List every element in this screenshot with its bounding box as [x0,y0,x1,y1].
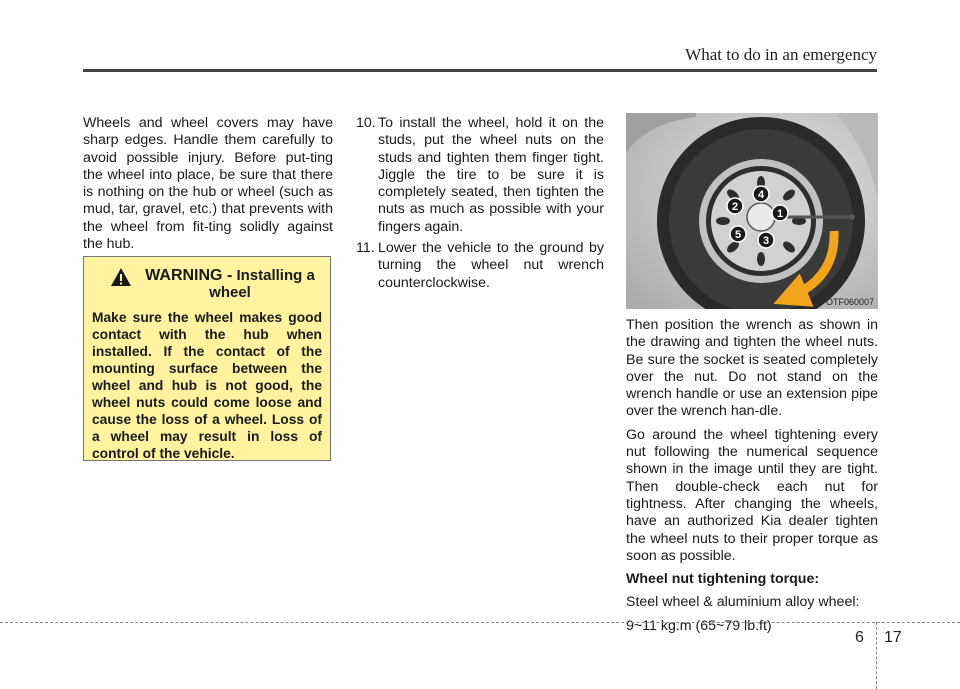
torque-heading: Wheel nut tightening torque: [626,571,820,588]
warning-header [92,267,322,301]
warning-triangle-icon [110,267,132,287]
wheel-hub [747,203,775,231]
right-column [626,317,878,641]
torque-value: 9~11 kg.m (65~79 lb.ft) [626,617,772,634]
nut-label-1: 1 [776,208,784,220]
warning-label: WARNING - [145,267,233,284]
nut-label-4: 4 [757,189,765,201]
wheel-tightening-illustration [626,113,878,309]
step-number: 11. [356,240,375,257]
nut-label-5: 5 [734,229,742,241]
header-rule [83,69,877,72]
nut-label-2: 2 [731,201,739,213]
left-column [83,115,333,259]
page-number: 17 [884,629,902,646]
chapter-number: 6 [855,629,864,646]
intro-paragraph: Wheels and wheel covers may have sharp edges. Handle them carefully to avoid possible injury. Before put-ting the wheel into place, be sure that there is nothing on the hub or wheel (such as mud, tar, gravel, etc.) that prevents with the wheel from fit-ting solidly against the hub. [83,115,333,253]
footer-rule [0,622,960,623]
tightening-sequence-paragraph: Go around the wheel tightening every nut following the numerical sequence shown in the image until they are tight. Then double-check each nut for tightness. After changing the wheels, have an authorized Kia dealer tighten the wheel nuts to their proper torque as soon as possible. [626,426,878,564]
step-text: To install the wheel, hold it on the studs, put the wheel nuts on the studs and tighten them finger tight. Jiggle the tire to be sure it is completely seated, then tighten the nuts as much as possible with your fingers again. [378,115,604,235]
warning-subject: Installing a wheel [209,267,315,301]
step-11 [356,240,604,292]
nut-label-3: 3 [762,235,770,247]
page-header-title: What to do in an emergency [685,45,877,64]
middle-column [356,115,604,296]
step-10 [356,115,604,236]
wheel-drawing [626,113,878,309]
wrench-position-paragraph: Then position the wrench as shown in the drawing and tighten the wheel nuts. Be sure the socket is seated completely over the nut. Do not stand on the wrench handle or use an extension pipe over the wrench han-dle. [626,317,878,420]
torque-wheel-type: Steel wheel & aluminium alloy wheel: [626,594,860,611]
figure-code: OTF060007 [825,297,874,307]
step-number: 10. [356,115,376,131]
footer-divider [876,622,877,689]
warning-body: Make sure the wheel makes good contact with the hub when installed. If the contact of the mounting surface between the wheel and hub is not good, the wheel nuts could come loose and cause the loss of a wheel. Loss of a wheel may result in loss of control of the vehicle. [92,310,322,461]
warning-box [83,256,331,461]
warning-title [138,267,322,301]
step-text: Lower the vehicle to the ground by turning the wheel nut wrench counterclockwise. [378,240,604,291]
